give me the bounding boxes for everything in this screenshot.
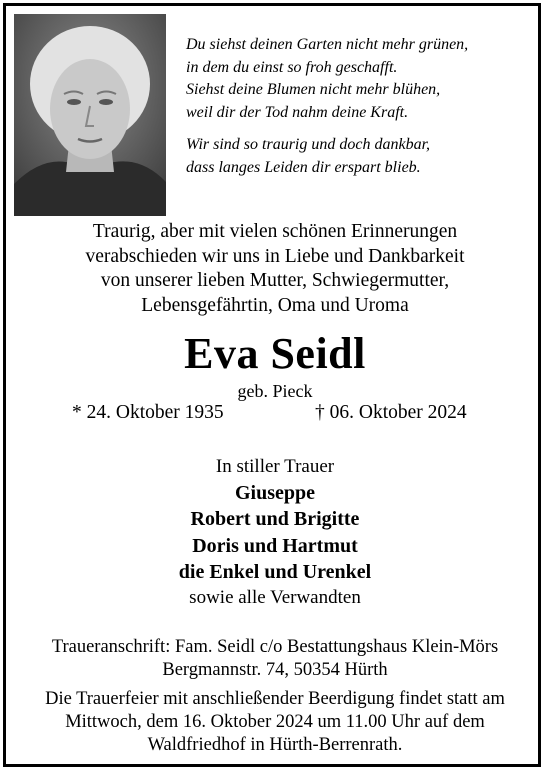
address-line: Traueranschrift: Fam. Seidl c/o Bestattungshaus Klein-Mörs: [51, 637, 499, 657]
death-date: † 06. Oktober 2024: [315, 402, 467, 423]
intro-line: Traurig, aber mit vielen schönen Erinnerungen: [92, 221, 458, 242]
birth-date: * 24. Oktober 1935: [72, 402, 224, 423]
mourners-intro: In stiller Trauer: [215, 456, 335, 477]
poem-line: weil dir der Tod nahm deine Kraft.: [186, 103, 409, 121]
poem-line: Wir sind so traurig und doch dankbar,: [186, 136, 431, 153]
service-line: Mittwoch, dem 16. Oktober 2024 um 11.00 Uhr auf dem: [65, 712, 485, 732]
funeral-service-info: [0, 688, 550, 757]
poem-line: Siehst deine Blumen nicht mehr blühen,: [186, 81, 441, 98]
service-line: Die Trauerfeier mit anschließender Beerdigung findet statt am: [45, 689, 505, 709]
poem-line: in dem du einst so froh geschafft.: [186, 58, 398, 76]
mourner-name: Robert und Brigitte: [190, 508, 360, 530]
deceased-name: Eva Seidl: [184, 329, 366, 378]
intro-line: von unserer lieben Mutter, Schwiegermutter,: [100, 270, 450, 291]
maiden-name: geb. Pieck: [237, 381, 313, 401]
mourning-address: [0, 636, 550, 682]
service-line: Waldfriedhof in Hürth-Berrenrath.: [147, 735, 403, 755]
life-dates: [0, 402, 550, 426]
poem-line: Du siehst deinen Garten nicht mehr grünen,: [186, 36, 469, 53]
mourners-block: [0, 455, 550, 610]
intro-line: Lebensgefährtin, Oma und Uroma: [141, 294, 409, 316]
poem-stanza-1: [186, 34, 526, 124]
mourner-name: Doris und Hartmut: [192, 534, 358, 557]
mourners-outro: sowie alle Verwandten: [189, 586, 361, 608]
intro-text: [0, 220, 550, 318]
poem-line: dass langes Leiden dir erspart blieb.: [186, 158, 421, 176]
poem-stanza-2: [186, 134, 526, 179]
mourner-name: Giuseppe: [234, 481, 316, 504]
poem: [186, 34, 526, 189]
intro-line: verabschieden wir uns in Liebe und Dankbarkeit: [85, 245, 465, 267]
portrait-photo: [14, 14, 166, 216]
address-line: Bergmannstr. 74, 50354 Hürth: [162, 660, 388, 680]
mourner-name: die Enkel und Urenkel: [178, 561, 372, 583]
